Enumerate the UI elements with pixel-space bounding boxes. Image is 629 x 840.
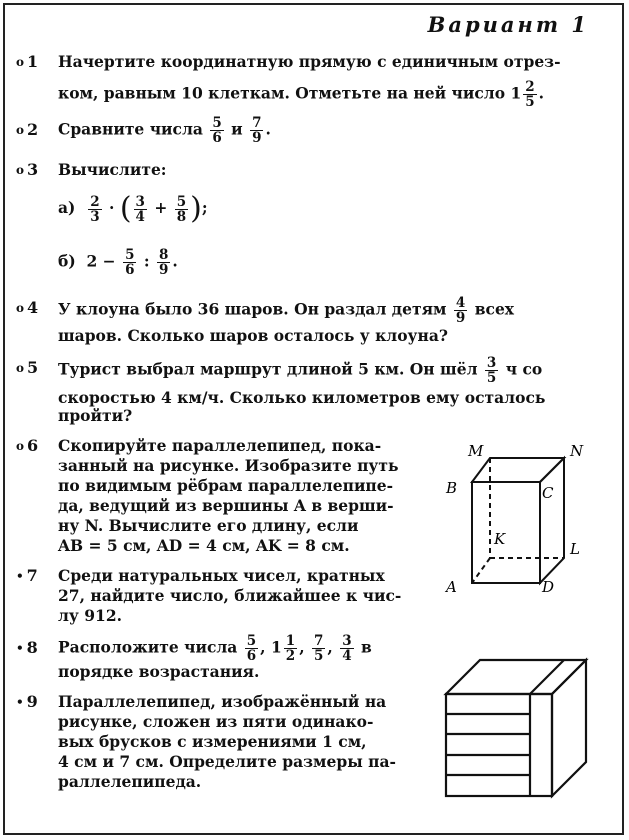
top-face: [446, 660, 586, 694]
problem-5-line-3: пройти?: [58, 406, 133, 425]
problem-7-marker: • 7: [16, 566, 38, 585]
problem-6-marker: o 6: [16, 436, 39, 455]
problem-7-line: лу 912.: [58, 606, 122, 625]
problem-1-line-2: ком, равным 10 клеткам. Отметьте на ней число 1 $\frac{2}{5}$ .: [58, 79, 545, 110]
problem-9-line: вых брусков с измерениями 1 см,: [58, 732, 367, 751]
vertex-label-c: C: [542, 484, 554, 502]
parallelepiped-figure: [438, 438, 588, 598]
right-face: [552, 660, 586, 796]
vertex-label-d: D: [542, 578, 555, 596]
problem-6-line: Скопируйте параллелепипед, пока-: [58, 436, 382, 455]
problem-6-line: да, ведущий из вершины A в верши-: [58, 496, 394, 515]
problem-3-marker: o 3: [16, 160, 39, 179]
top-face: [472, 458, 564, 482]
upright-bar-top-edge: [530, 660, 564, 694]
vertex-label-k: K: [494, 530, 506, 548]
variant-title: Вариант 1: [427, 12, 589, 37]
problem-6-line: ну N. Вычислите его длину, если: [58, 516, 359, 535]
hidden-edge-ka: [472, 558, 490, 583]
fraction-2-5: $\frac{2}{5}$: [525, 79, 535, 110]
problem-9-marker: • 9: [16, 692, 38, 711]
problem-8-line-2: порядке возрастания.: [58, 662, 260, 681]
right-face: [540, 458, 564, 583]
problem-3b: б) 2 − $\frac{5}{6}$ : $\frac{8}{9}$ .: [58, 247, 178, 278]
problem-1-line-1: Начертите координатную прямую с единичным отрез-: [58, 52, 561, 71]
problem-8-line-1: Расположите числа $\frac{5}{6}$ , 1 $\frac{1}{2}$ , $\frac{7}{5}$ , $\frac{3}{4}$ в: [58, 633, 372, 664]
vertex-label-a: A: [446, 578, 457, 596]
problem-5-marker: o 5: [16, 358, 39, 377]
vertex-label-b: B: [446, 479, 458, 497]
problem-3-line: Вычислите:: [58, 160, 167, 179]
vertex-label-l: L: [570, 540, 580, 558]
problem-4-marker: o 4: [16, 298, 39, 317]
problem-9-line: Параллелепипед, изображённый на: [58, 692, 387, 711]
problem-6-line: по видимым рёбрам параллелепипе-: [58, 476, 394, 495]
stacked-bars-figure: [438, 652, 598, 800]
vertex-label-m: M: [468, 442, 484, 460]
problem-4-line-2: шаров. Сколько шаров осталось у клоуна?: [58, 326, 448, 345]
problem-8-marker: • 8: [16, 638, 38, 657]
problem-6-line: занный на рисунке. Изобразите путь: [58, 456, 399, 475]
problem-4-line-1: У клоуна было 36 шаров. Он раздал детям $\frac{4}{9}$ всех: [58, 295, 515, 326]
problem-9-line: рисунке, сложен из пяти одинако-: [58, 712, 374, 731]
problem-5-line-1: Турист выбрал маршрут длиной 5 км. Он шёл $\frac{3}{5}$ ч со: [58, 355, 543, 386]
problem-9-line: 4 см и 7 см. Определите размеры па-: [58, 752, 396, 771]
problem-6-line: AB = 5 см, AD = 4 см, AK = 8 см.: [58, 536, 350, 555]
problem-7-line: 27, найдите число, ближайшее к чис-: [58, 586, 402, 605]
problem-9-line: раллелепипеда.: [58, 772, 202, 791]
front-face: [446, 694, 552, 796]
problem-3a: а) $\frac{2}{3}$ · ( $\frac{3}{4}$ + $\frac{5}{8}$ );: [58, 191, 208, 226]
problem-2-line: Сравните числа $\frac{5}{6}$ и $\frac{7}{9}$ .: [58, 115, 271, 146]
problem-1-marker: o 1: [16, 52, 39, 71]
vertex-label-n: N: [570, 442, 584, 460]
problem-5-line-2: скоростью 4 км/ч. Сколько километров ему осталось: [58, 388, 546, 407]
problem-2-marker: o 2: [16, 120, 39, 139]
problem-7-line: Среди натуральных чисел, кратных: [58, 566, 385, 585]
